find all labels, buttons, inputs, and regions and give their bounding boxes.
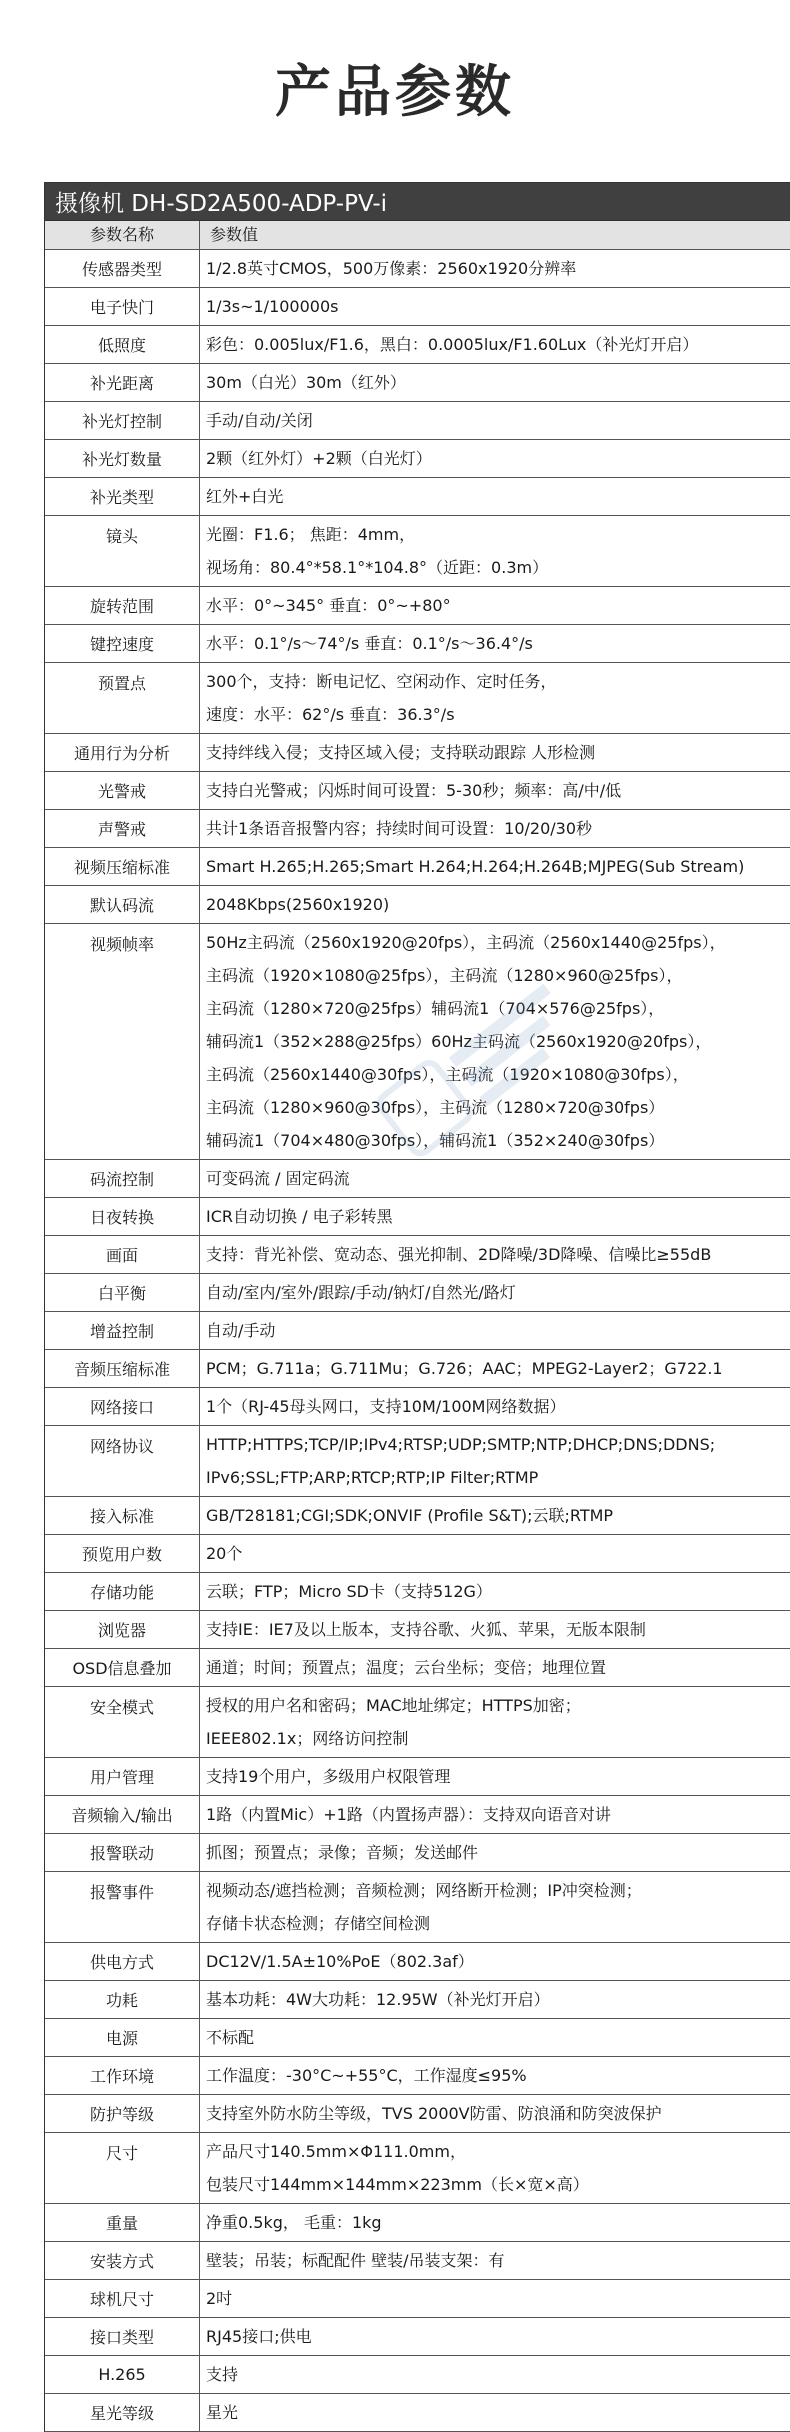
table-row [45,1388,790,1426]
param-value [200,1274,790,1311]
param-value-line: 2吋 [206,2289,233,2308]
table-row [45,1535,790,1573]
param-value-line: 水平：0°~345° 垂直：0°~+80° [206,596,451,615]
param-name: 键控速度 [45,625,200,662]
param-name: 网络协议 [45,1426,200,1496]
param-value [200,1350,790,1387]
param-value-line: 授权的用户名和密码；MAC地址绑定；HTTPS加密； [206,1696,581,1715]
param-name: 工作环境 [45,2057,200,2094]
table-row [45,2318,790,2356]
table-row [45,2095,790,2133]
param-value-line: 红外+白光 [206,487,284,506]
param-value [200,478,790,515]
param-name: 音频压缩标准 [45,1350,200,1387]
param-value-line: 不标配 [206,2028,255,2047]
param-value [200,924,790,1159]
param-value-line: 主码流（1280×720@25fps）辅码流1（704×576@25fps）， [206,999,665,1018]
table-row [45,1198,790,1236]
param-value-line: 2048Kbps(2560x1920) [206,895,390,914]
param-name: 安装方式 [45,2242,200,2279]
table-row [45,1834,790,1872]
param-value [200,663,790,733]
param-value-line: RJ45接口;供电 [206,2327,312,2346]
param-name: 接入标准 [45,1497,200,1534]
param-value [200,250,790,287]
param-value-line: 视场角：80.4°*58.1°*104.8°（近距：0.3m） [206,558,549,577]
table-row [45,326,790,364]
param-value [200,1834,790,1871]
param-value-line: 产品尺寸140.5mm×Φ111.0mm， [206,2142,466,2161]
param-value-line: 光圈：F1.6； 焦距：4mm， [206,525,416,544]
param-value [200,440,790,477]
table-row [45,772,790,810]
param-name: 视频帧率 [45,924,200,1159]
param-value-line: 自动/手动 [206,1321,276,1340]
param-value [200,1943,790,1980]
param-value [200,1573,790,1610]
param-name: 补光灯控制 [45,402,200,439]
param-value [200,2280,790,2317]
param-name: 存储功能 [45,1573,200,1610]
param-name: H.265 [45,2356,200,2393]
param-name: 防护等级 [45,2095,200,2132]
param-value [200,2242,790,2279]
param-value [200,1160,790,1197]
table-row [45,1160,790,1198]
table-row [45,1312,790,1350]
table-row [45,848,790,886]
param-value [200,2057,790,2094]
table-row [45,1350,790,1388]
param-name: 码流控制 [45,1160,200,1197]
param-value-line: PCM；G.711a；G.711Mu；G.726；AAC；MPEG2-Layer2；G722.1 [206,1359,723,1378]
param-name: 传感器类型 [45,250,200,287]
table-row [45,2394,790,2432]
param-value [200,886,790,923]
table-row [45,1758,790,1796]
param-value-line: 支持室外防水防尘等级，TVS 2000V防雷、防浪涌和防突波保护 [206,2104,662,2123]
column-header-value: 参数值 [200,221,790,249]
param-value-line: 支持IE：IE7及以上版本，支持谷歌、火狐、苹果，无版本限制 [206,1620,646,1639]
param-name: 补光类型 [45,478,200,515]
param-name: 电源 [45,2019,200,2056]
param-name: 白平衡 [45,1274,200,1311]
param-value [200,2356,790,2393]
param-value-line: 自动/室内/室外/跟踪/手动/钠灯/自然光/路灯 [206,1283,516,1302]
table-row [45,250,790,288]
param-value [200,1426,790,1496]
param-value [200,1497,790,1534]
param-value [200,516,790,586]
table-row [45,364,790,402]
param-value-line: IEEE802.1x；网络访问控制 [206,1729,409,1748]
param-name: 星光等级 [45,2394,200,2431]
param-name: 浏览器 [45,1611,200,1648]
table-row [45,2242,790,2280]
param-value [200,1236,790,1273]
param-name: 增益控制 [45,1312,200,1349]
param-name: 默认码流 [45,886,200,923]
table-row [45,1426,790,1497]
param-value [200,2095,790,2132]
param-value [200,1796,790,1833]
param-name: 预置点 [45,663,200,733]
param-name: 补光灯数量 [45,440,200,477]
param-value [200,810,790,847]
table-row [45,1687,790,1758]
table-row [45,1872,790,1943]
param-value [200,1388,790,1425]
param-name: 旋转范围 [45,587,200,624]
param-value-line: 星光 [206,2403,239,2422]
table-row [45,1573,790,1611]
param-name: 报警事件 [45,1872,200,1942]
table-row [45,288,790,326]
table-row [45,1943,790,1981]
table-row [45,2280,790,2318]
param-name: 画面 [45,1236,200,1273]
param-name: 重量 [45,2204,200,2241]
param-value-line: 1个（RJ-45母头网口，支持10M/100M网络数据） [206,1397,566,1416]
param-value [200,2133,790,2203]
param-name: 接口类型 [45,2318,200,2355]
param-value-line: 共计1条语音报警内容；持续时间可设置：10/20/30秒 [206,819,593,838]
table-row [45,440,790,478]
param-value-line: 辅码流1（352×288@25fps）60Hz主码流（2560x1920@20fps）， [206,1032,712,1051]
param-value [200,772,790,809]
param-value-line: 30m（白光）30m（红外） [206,373,406,392]
param-value-line: 通道；时间；预置点；温度；云台坐标；变倍；地理位置 [206,1658,607,1677]
param-name: 通用行为分析 [45,734,200,771]
table-row [45,1274,790,1312]
param-value [200,1649,790,1686]
table-row [45,810,790,848]
table-row [45,625,790,663]
param-value-line: 云联；FTP；Micro SD卡（支持512G） [206,1582,492,1601]
param-value-line: 净重0.5kg， 毛重：1kg [206,2213,382,2232]
page-title: 产品参数 [275,59,515,125]
table-row [45,587,790,625]
param-value-line: 支持：背光补偿、宽动态、强光抑制、2D降噪/3D降噪、信噪比≥55dB [206,1245,712,1264]
param-value [200,1198,790,1235]
param-value-line: ICR自动切换 / 电子彩转黑 [206,1207,393,1226]
param-value-line: 可变码流 / 固定码流 [206,1169,350,1188]
param-value-line: HTTP;HTTPS;TCP/IP;IPv4;RTSP;UDP;SMTP;NTP;DHCP;DNS;DDNS; [206,1435,716,1454]
param-value [200,402,790,439]
param-name: 功耗 [45,1981,200,2018]
param-value [200,1611,790,1648]
param-value [200,364,790,401]
param-name: 日夜转换 [45,1198,200,1235]
param-name: 报警联动 [45,1834,200,1871]
param-value [200,734,790,771]
table-title: 摄像机 DH-SD2A500-ADP-PV-i [45,183,790,221]
param-value [200,1758,790,1795]
param-value [200,1981,790,2018]
param-value-line: 彩色：0.005lux/F1.6，黑白：0.0005lux/F1.60Lux（补光灯开启） [206,335,699,354]
table-row [45,2057,790,2095]
param-name: 镜头 [45,516,200,586]
param-name: 电子快门 [45,288,200,325]
param-value [200,587,790,624]
param-value-line: 2颗（红外灯）+2颗（白光灯） [206,449,432,468]
param-value-line: 50Hz主码流（2560x1920@20fps），主码流（2560x1440@25fps）， [206,933,726,952]
param-value [200,1535,790,1572]
table-row [45,2356,790,2394]
param-name: 预览用户数 [45,1535,200,1572]
param-value-line: 工作温度：-30°C~+55°C，工作湿度≤95% [206,2066,527,2085]
param-value-line: 支持绊线入侵；支持区域入侵；支持联动跟踪 人形检测 [206,743,596,762]
param-value [200,2394,790,2431]
table-row [45,2204,790,2242]
param-value [200,625,790,662]
param-name: 用户管理 [45,1758,200,1795]
param-value-line: 辅码流1（704×480@30fps），辅码流1（352×240@30fps） [206,1131,665,1150]
param-value-line: 300个，支持：断电记忆、空闲动作、定时任务， [206,672,557,691]
param-value [200,288,790,325]
param-value-line: 手动/自动/关闭 [206,411,313,430]
param-value-line: 主码流（1280×960@30fps），主码流（1280×720@30fps） [206,1098,665,1117]
table-row [45,516,790,587]
table-row [45,1236,790,1274]
param-value-line: 视频动态/遮挡检测；音频检测；网络断开检测；IP冲突检测； [206,1881,642,1900]
param-value-line: 1/3s~1/100000s [206,297,339,316]
param-value [200,848,790,885]
table-row [45,734,790,772]
param-value-line: 抓图；预置点；录像；音频；发送邮件 [206,1843,479,1862]
param-value-line: 包装尺寸144mm×144mm×223mm（长×宽×高） [206,2175,589,2194]
param-value-line: 速度：水平：62°/s 垂直：36.3°/s [206,705,455,724]
table-row [45,402,790,440]
table-row [45,886,790,924]
param-value-line: 支持19个用户，多级用户权限管理 [206,1767,451,1786]
param-value [200,1872,790,1942]
table-row [45,663,790,734]
param-name: 尺寸 [45,2133,200,2203]
param-value-line: 1路（内置Mic）+1路（内置扬声器）：支持双向语音对讲 [206,1805,611,1824]
param-value-line: IPv6;SSL;FTP;ARP;RTCP;RTP;IP Filter;RTMP [206,1468,539,1487]
param-value-line: 基本功耗：4W大功耗：12.95W（补光灯开启） [206,1990,550,2009]
param-value-line: DC12V/1.5A±10%PoE（802.3af） [206,1952,474,1971]
param-name: 供电方式 [45,1943,200,1980]
param-value-line: 1/2.8英寸CMOS，500万像素：2560x1920分辨率 [206,259,577,278]
param-name: OSD信息叠加 [45,1649,200,1686]
column-header-row [45,221,790,250]
table-row [45,2019,790,2057]
table-row [45,924,790,1160]
param-value-line: 主码流（1920×1080@25fps），主码流（1280×960@25fps）， [206,966,683,985]
table-row [45,1497,790,1535]
param-name: 声警戒 [45,810,200,847]
param-value [200,2204,790,2241]
spec-table [44,182,790,2432]
param-value [200,1312,790,1349]
param-name: 补光距离 [45,364,200,401]
param-value [200,2019,790,2056]
param-value-line: 支持 [206,2365,239,2384]
param-value-line: 支持白光警戒；闪烁时间可设置：5-30秒；频率：高/中/低 [206,781,622,800]
param-value-line: 20个 [206,1544,243,1563]
table-row [45,1981,790,2019]
param-value-line: Smart H.265;H.265;Smart H.264;H.264;H.264B;MJPEG(Sub Stream) [206,857,745,876]
param-value [200,326,790,363]
param-name: 音频输入/输出 [45,1796,200,1833]
param-value-line: 存储卡状态检测；存储空间检测 [206,1914,431,1933]
param-name: 安全模式 [45,1687,200,1757]
param-name: 网络接口 [45,1388,200,1425]
param-value-line: 主码流（2560x1440@30fps），主码流（1920×1080@30fps）， [206,1065,689,1084]
table-row [45,478,790,516]
table-row [45,2133,790,2204]
param-name: 低照度 [45,326,200,363]
column-header-name: 参数名称 [45,221,200,249]
table-row [45,1649,790,1687]
param-value [200,2318,790,2355]
param-name: 球机尺寸 [45,2280,200,2317]
param-value-line: 壁装；吊装；标配配件 壁装/吊装支架：有 [206,2251,505,2270]
table-row [45,1796,790,1834]
param-value-line: GB/T28181;CGI;SDK;ONVIF (Profile S&T);云联;RTMP [206,1506,614,1525]
param-value-line: 水平：0.1°/s～74°/s 垂直：0.1°/s～36.4°/s [206,634,533,653]
table-row [45,1611,790,1649]
param-name: 光警戒 [45,772,200,809]
spec-rows [45,250,790,2432]
param-value [200,1687,790,1757]
param-name: 视频压缩标准 [45,848,200,885]
